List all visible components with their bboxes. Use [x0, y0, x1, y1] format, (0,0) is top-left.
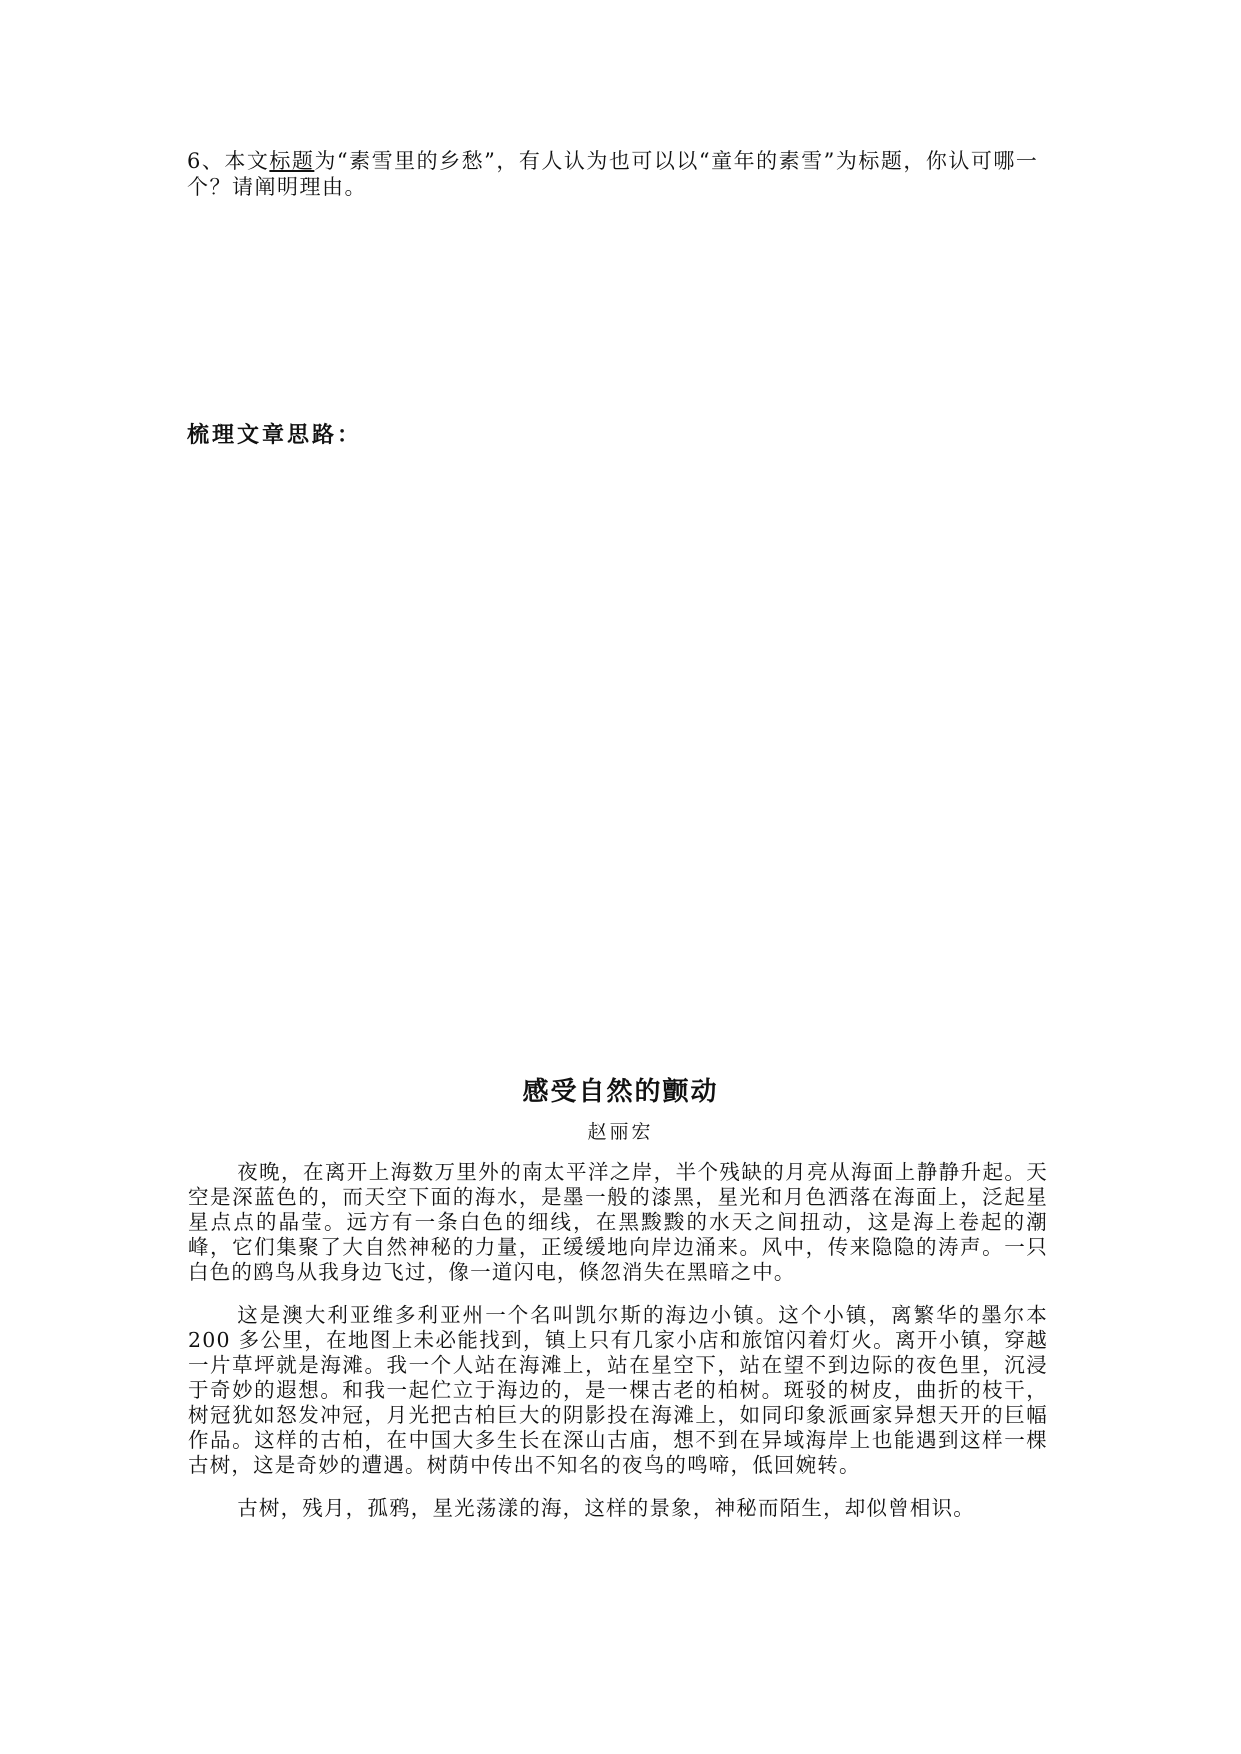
- question-prefix: 6、本文: [187, 149, 270, 173]
- question-underlined-word: 标题: [269, 149, 315, 173]
- paragraph-3: 古树，残月，孤鸦，星光荡漾的海，这样的景象，神秘而陌生，却似曾相识。: [237, 1496, 975, 1520]
- article-author: 赵丽宏: [587, 1121, 654, 1143]
- question-rest: 为“素雪里的乡愁”，有人认为也可以以“童年的素雪”为标题，你认可哪一个？请阐明理由。: [187, 149, 1039, 199]
- paragraph-2: 这是澳大利亚维多利亚州一个名叫凯尔斯的海边小镇。这个小镇，离繁华的墨尔本 200 多公里，在地图上未必能找到，镇上只有几家小店和旅馆闪着灯火。离开小镇，穿越一片草坪就是海滩。我一个人站在海滩上，站在星空下，站在望不到边际的夜色里，沉浸于奇妙的遐想。和我一起伫立于海边的，是一棵古老的柏树。斑驳的树皮，曲折的枝干，树冠犹如怒发冲冠，月光把古柏巨大的阴影投在海滩上，如同印象派画家异想天开的巨幅作品。这样的古柏，在中国大多生长在深山古庙，想不到在异域海岸上也能遇到这样一棵古树，这是奇妙的遭遇。树荫中传出不知名的夜鸟的鸣啼，低回婉转。: [188, 1303, 1048, 1477]
- paragraph-1: 夜晚，在离开上海数万里外的南太平洋之岸，半个残缺的月亮从海面上静静升起。天空是深蓝色的，而天空下面的海水，是墨一般的漆黑，星光和月色洒落在海面上，泛起星星点点的晶莹。远方有一条白色的细线，在黑黢黢的水天之间扭动，这是海上卷起的潮峰，它们集聚了大自然神秘的力量，正缓缓地向岸边涌来。风中，传来隐隐的涛声。一只白色的鸥鸟从我身边飞过，像一道闪电，倏忽消失在黑暗之中。: [188, 1160, 1048, 1284]
- article-body: [188, 1160, 1048, 1539]
- outline-heading: 梳理文章思路：: [187, 422, 363, 448]
- article-title: 感受自然的颤动: [522, 1077, 719, 1107]
- question-6: [187, 148, 1067, 200]
